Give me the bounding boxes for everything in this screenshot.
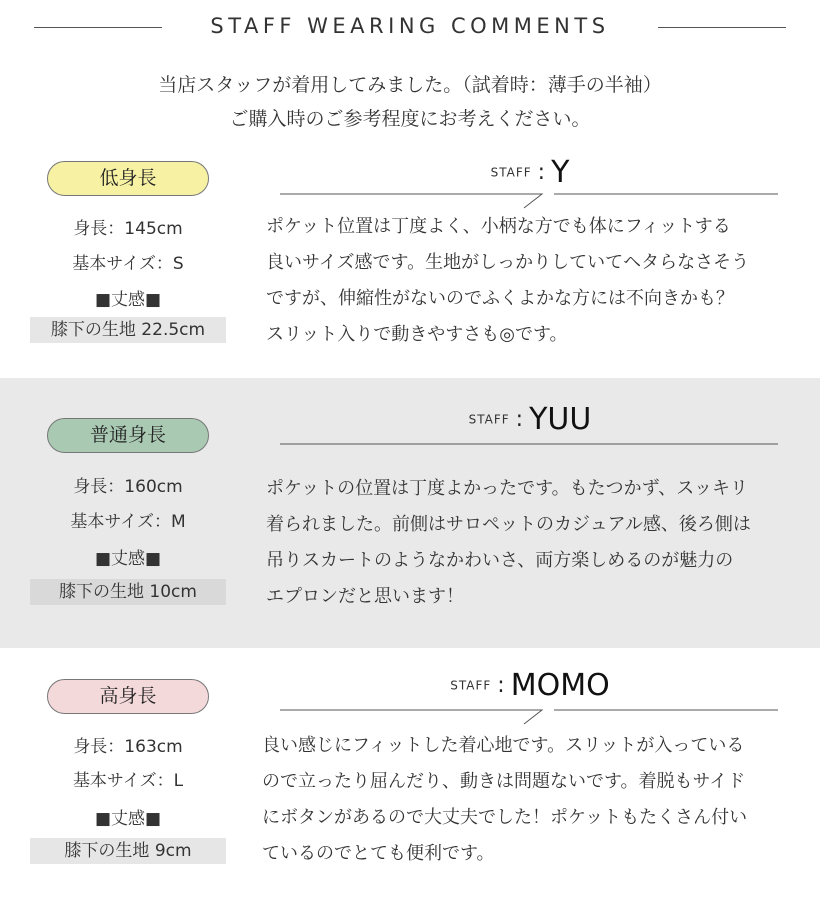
page-header	[0, 0, 820, 60]
staff-name: MOMO	[510, 668, 610, 703]
staff-colon: :	[497, 673, 505, 698]
staff-label: STAFF	[450, 678, 492, 693]
height-tag: 高身長	[47, 679, 209, 714]
staff-name: Y	[551, 155, 570, 190]
staff-section-y	[0, 150, 820, 378]
size-value: 基本サイズ：L	[72, 771, 184, 791]
comment-line: 良い感じにフィットした着心地です。スリットが入っている	[262, 735, 745, 756]
staff-name: YUU	[529, 402, 592, 437]
comment-line: ですが、伸縮性がないのでふくよかな方には不向きかも？	[266, 288, 734, 309]
length-value: 膝下の生地 10cm	[30, 579, 226, 605]
length-value: 膝下の生地 9cm	[30, 838, 226, 864]
comment-line: 吊りスカートのようなかわいさ、両方楽しめるのが魅力の	[266, 550, 734, 571]
header-rule-right	[658, 27, 786, 28]
intro-line-2: ご購入時のご参考程度にお考えください。	[229, 108, 591, 130]
height-value: 身長：160cm	[73, 477, 183, 497]
height-tag: 低身長	[47, 161, 209, 196]
speech-divider	[270, 700, 790, 720]
staff-colon: :	[515, 407, 524, 432]
height-value: 身長：145cm	[73, 219, 183, 239]
length-label: ■丈感■	[94, 809, 162, 829]
staff-section-yuu	[0, 378, 820, 648]
comment-line: エプロンだと思います！	[266, 586, 464, 607]
length-label: ■丈感■	[94, 549, 162, 569]
height-tag: 普通身長	[47, 418, 209, 453]
staff-comment	[262, 728, 747, 872]
staff-label: STAFF	[490, 165, 532, 180]
comment-line: ているのでとても便利です。	[262, 843, 495, 864]
comment-line: 良いサイズ感です。生地がしっかりしていてヘタらなさそう	[266, 252, 750, 273]
size-value: 基本サイズ：S	[72, 254, 184, 274]
length-label: ■丈感■	[94, 290, 162, 310]
staff-label: STAFF	[468, 412, 510, 427]
size-value: 基本サイズ：M	[70, 512, 186, 532]
comment-line: 着られました。前側はサロペットのカジュアル感、後ろ側は	[266, 514, 751, 535]
intro-line-1: 当店スタッフが着用してみました。（試着時：薄手の半袖）	[158, 74, 662, 96]
staff-section-momo	[0, 648, 820, 900]
staff-colon: :	[537, 160, 546, 185]
comment-line: ポケット位置は丁度よく、小柄な方でも体にフィットする	[266, 216, 731, 237]
intro-text	[0, 68, 820, 136]
comment-line: にボタンがあるので大丈夫でした！ポケットもたくさん付い	[262, 807, 748, 828]
staff-comment	[266, 209, 749, 353]
height-value: 身長：163cm	[73, 737, 183, 757]
speech-divider	[270, 434, 790, 454]
comment-line: ので立ったり屈んだり、動きは問題ないです。着脱もサイド	[262, 771, 746, 792]
comment-line: スリット入りで動きやすさも◎です。	[266, 324, 568, 345]
staff-comment	[266, 471, 751, 615]
length-value: 膝下の生地 22.5cm	[30, 317, 226, 343]
speech-divider	[270, 184, 790, 204]
page-title: STAFF WEARING COMMENTS	[210, 14, 610, 38]
comment-line: ポケットの位置は丁度よかったです。もたつかず、スッキリ	[266, 478, 749, 499]
